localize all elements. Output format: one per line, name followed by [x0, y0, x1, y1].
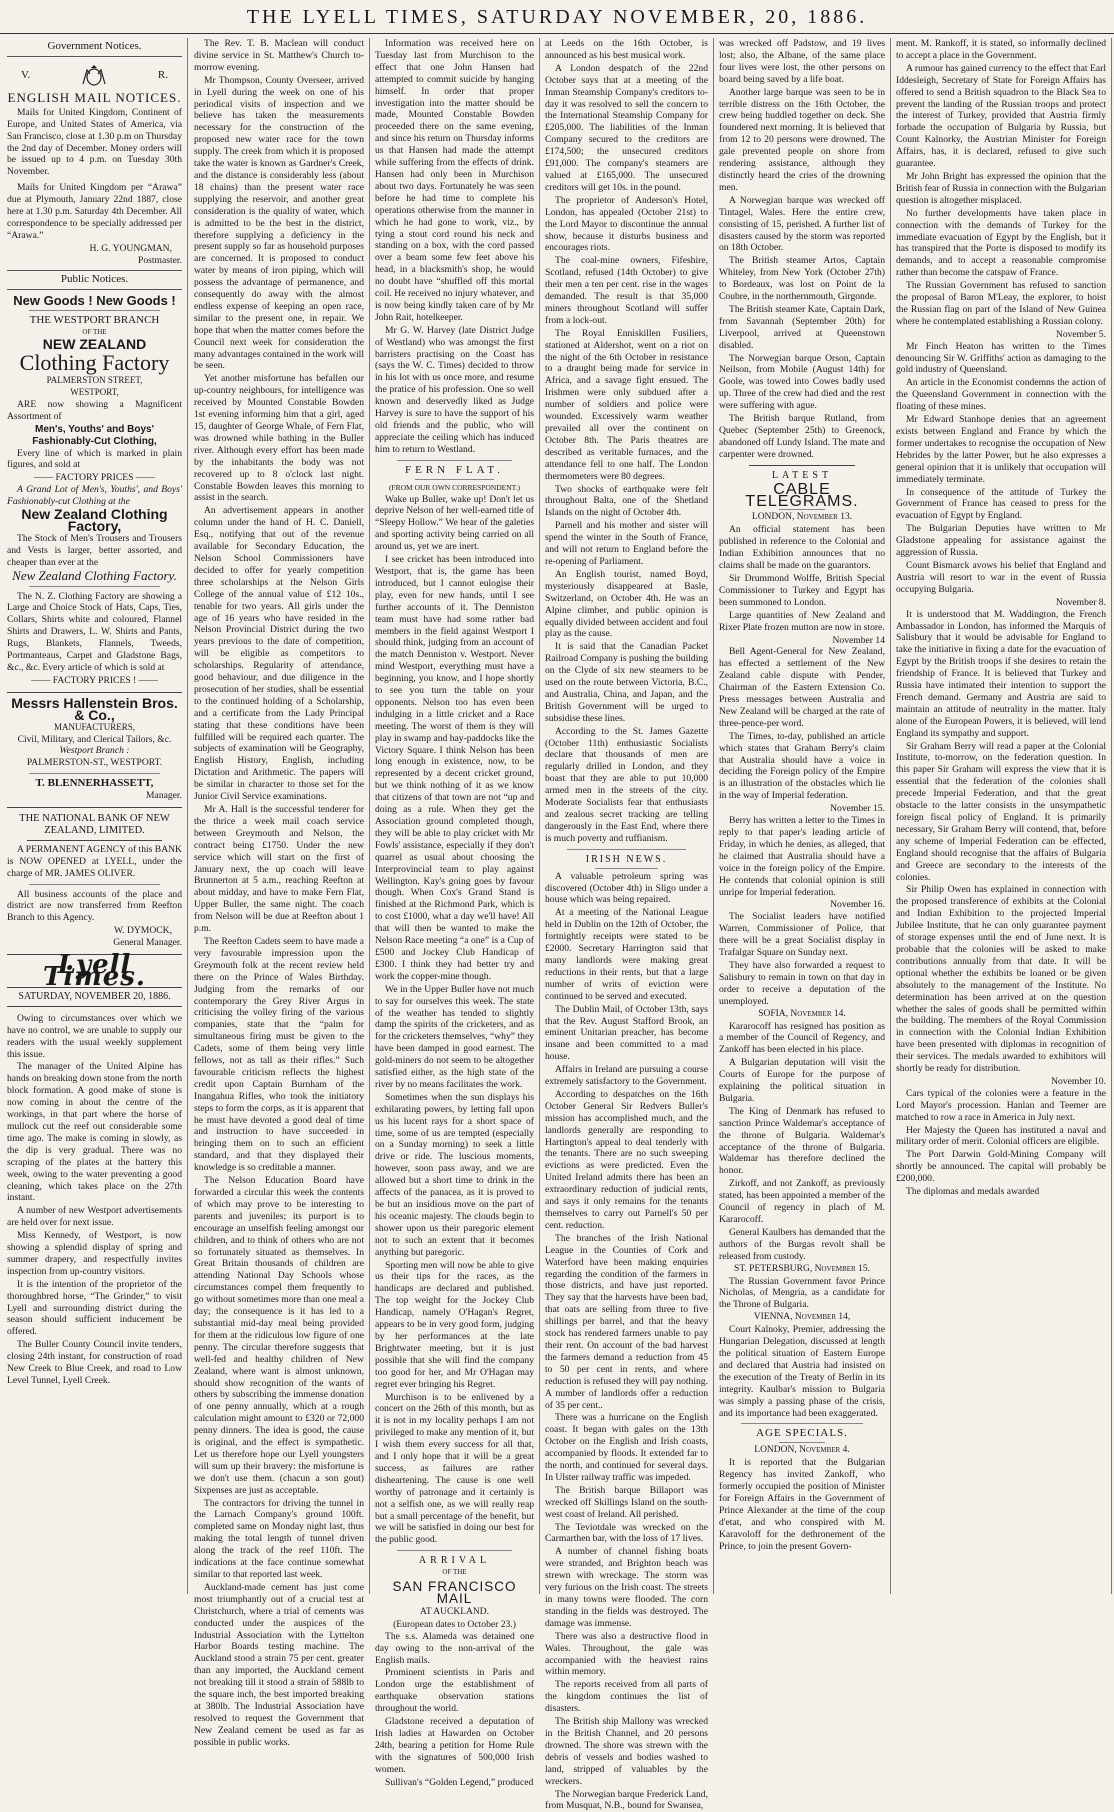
factory-prices-line: —— FACTORY PRICES ! ——	[7, 675, 182, 687]
dateline: November 15.	[719, 803, 885, 815]
news-paragraph: A Bulgarian deputation will visit the Courts of Europe for the purpose of explaining the political situation in Bulgaria.	[719, 1057, 885, 1105]
bank-paragraph: A PERMANENT AGENCY of this BANK is NOW OPENED at LYELL, under the charge of MR. JAMES OLIVER.	[7, 844, 182, 880]
news-paragraph: According to the St. James Gazette (October 11th) enthusiastic Socialists declare that thousands of men are regularly drilled in London, and they boast that they are able to put 10,000 armed men in the streets of the city. Moderate Socialists fear that enthusiasts and zealous secret tracking are telling dangerously in the East End, where there is much poverty and ruffianism.	[545, 726, 708, 845]
address-line: WESTPORT,	[7, 387, 182, 399]
news-paragraph: No further developments have taken place in connection with the demands of Turkey for the immediate evacuation of Egypt by the English, but it has transpired that the Porte is disposed to modify its demands, and to accept a reasonable compromise rather than become the catspaw of France.	[896, 208, 1106, 279]
news-paragraph: The coal-mine owners, Fifeshire, Scotland, refused (14th October) to give their men a ten per cent. rise in the wages demanded. The result is that 35,000 miners throughout Scotland will suffer from a lock-out.	[545, 255, 708, 326]
news-paragraph: The branches of the Irish National League in the Counties of Cork and Waterford have been making enquiries regarding the condition of the farmers in those districts, and have just reported. They say that the harvests have been bad, that oats are selling from three to five shillings per barrel, and that the heavy stock has rendered farmers unable to pay their rent. On account of the bad harvest the farmers demand a reduction from 45 to 50 per cent in rents, and where reduction is refused they will pay nothing. A number of landlords offer a reduction of 35 per cent..	[545, 1233, 708, 1412]
dateline: SOFIA, November 14.	[719, 1009, 885, 1021]
column-1	[2, 38, 188, 1594]
news-paragraph: In consequence of the attitude of Turkey the Government of France has ceased to press for the evacuation of Egypt by England.	[896, 487, 1106, 523]
news-paragraph: The Reefton Cadets seem to have made a very favourable impression upon the Greymouth folk at the recent review held there on the Prince of Wales Birthday. Judging from the remarks of our contemporary the Grey River Argus in criticising the volley firing of the various companies, state that the “palm for simultaneous firing must be given to the Cadets, some of them being very little fellows, not as tall as their rifles.” Such favourable criticism reflects the highest credit upon Captain Burnham of the Inangahua Rifles, who took the initiatory steps to form the corps, as it is apparent that he must have devoted a good deal of time and instruction to have succeeded in bringing them on to such an efficient standard, and that they displayed their knowledge is so creditable a manner.	[194, 936, 364, 1174]
bank-signature: W. DYMOCK,	[7, 925, 172, 937]
news-paragraph: The Dublin Mail, of October 13th, says that the Rev. August Stafford Brook, an eminent Unitarian preacher, has become insane and been committed to a mad house.	[545, 1004, 708, 1064]
news-paragraph: Sometimes when the sun displays his exhilarating powers, by letting fall upon us his lucent rays for a short space of time, some of us are tempted (especially on a Sunday morning) to seek a little drive or ride. The luscious moments, however, soon pass away, and we are allowed but a short time to drink in the affects of the panacea, as it is proved to be but an insidious move on the part of his oceanic majesty. The clouds begin to shower upon us their paregoric element not to such an extent that it becomes anything but paregoric.	[375, 1092, 534, 1259]
age-specials-heading: AGE SPECIALS.	[719, 1428, 885, 1440]
news-paragraph: Two shocks of earthquake were felt throughout Balta, one of the Shetland Islands on the night of October 4th.	[545, 484, 708, 520]
news-paragraph: The British barque Rutland, from Quebec (September 25th) to Greenock, abandoned off Lundy Island. The mate and carpenter were drowned.	[719, 413, 885, 461]
westport-branch-line: Westport Branch :	[7, 745, 182, 757]
news-paragraph: The British steamer Artos, Captain Whiteley, from New York (October 27th) to Bordeaux, was lost on Point de la Coubre, in the northernmouth, Girgonde.	[719, 255, 885, 303]
dateline: LONDON, November 4.	[719, 1445, 885, 1457]
news-paragraph: The Norwegian barque Orson, Captain Neilson, from Mobile (August 14th) for Goole, was towed into Cowes badly used up. Three of the crew had died and the rest were suffering with ague.	[719, 353, 885, 413]
news-paragraph: A Norwegian barque was wrecked off Tintagel, Wales. Here the entire crew, consisting of 15, perished. A further list of disasters caused by the storm was reported on 18th October.	[719, 195, 885, 255]
news-paragraph: Parnell and his mother and sister will spend the winter in the South of France, and will not return to England before the re-opening of Parliament.	[545, 520, 708, 568]
factory-prices-line: —— FACTORY PRICES ——	[7, 472, 182, 484]
ad-paragraph: The N. Z. Clothing Factory are showing a Large and Choice Stock of Hats, Caps, Ties, Collars, Shirts white and coloured, Flannel Shirts and Drawers, L. W. Shirts and Pants, Rugs, Blankets, Flannels, Tweeds, Portmanteaus, Carpet and Gladstone Bags, &c., &c. Every article of which is sold at	[7, 591, 182, 674]
ad-paragraph: ARE now showing a Magnificent Assortment of	[7, 399, 182, 423]
masthead-title: THE LYELL TIMES, SATURDAY NOVEMBER, 20, 1886.	[247, 6, 867, 28]
news-paragraph: Bell Agent-General for New Zealand, has effected a settlement of the New Zealand cable dispute with Pender, Chairman of the Eastern Extension Co. Press messages between Australia and New Zealand will be charged at the rate of three-pence-per word.	[719, 646, 885, 729]
news-paragraph: An English tourist, named Boyd, mysteriously disappeared at Basle, Switzerland, on October 4th. He was an Alpine climber, and public opinion is equally divided between accident and foul play as the cause.	[545, 569, 708, 640]
divider	[397, 460, 512, 461]
news-paragraph: Sporting men will now be able to give us their tips for the races, as the handicaps are declared and published. The top weight for the Jockey Club Handicap, namely O'Hagan's Regret, appears to be in very good form, judging by her performances at the late Brightwater meeting, but it is just possible that she will find the company too good for her, and Mr O'Hagan may regret ever bringing his Regret.	[375, 1260, 534, 1391]
news-paragraph: The Socialist leaders have notified Warren, Commissioner of Police, that there will be a great Socialist display in Trafalgar Square on Sunday next.	[719, 911, 885, 959]
news-paragraph: General Kaulbers has demanded that the authors of the Burgas revolt shall be released from custody.	[719, 1227, 885, 1263]
dateline: November 16.	[719, 899, 885, 911]
news-paragraph: The Teviotdale was wrecked on the Carmarthen bar, with the loss of 17 lives.	[545, 1522, 708, 1546]
column-6	[891, 38, 1112, 1594]
news-paragraph: Sullivan's “Golden Legend,” produced	[375, 1777, 534, 1789]
news-paragraph: The Port Darwin Gold-Mining Company will shortly be announced. The capital will probably be £200,000.	[896, 1149, 1106, 1185]
dateline: ST. PETERSBURG, November 15.	[719, 1264, 885, 1276]
news-paragraph: The Norwegian barque Frederick Land, from Musquat, N.B., bound for Swansea,	[545, 1789, 708, 1812]
news-paragraph: They have also forwarded a request to Salisbury to remain in town on that day in order to receive a deputation of the unemployed.	[719, 960, 885, 1008]
san-francisco-mail-heading: SAN FRANCISCO MAIL	[375, 1581, 534, 1605]
editorial-paragraph: A number of new Westport advertisements are held over for next issue.	[7, 1205, 182, 1229]
news-paragraph: The British ship Mallony was wrecked in the British Channel, and 20 persons drowned. The shore was strewn with the debris of vessels and bodies washed to land, stripped of valuables by the wreckers.	[545, 1716, 708, 1787]
divider	[29, 773, 160, 774]
ad-paragraph: The Stock of Men's Trousers and Trousers and Vests is larger, better assorted, and cheaper than ever at the	[7, 533, 182, 569]
arrival-heading: ARRIVAL	[375, 1555, 534, 1567]
new-goods-headline: New Goods ! New Goods !	[7, 295, 182, 307]
news-paragraph: A number of channel fishing boats were stranded, and Brighton beach was strewn with wreckage. The storm was very furious on the Irish coast. The streets in many towns were flooded. The corn standing in the fields was destroyed. The damage was immense.	[545, 1546, 708, 1629]
news-paragraph: Affairs in Ireland are pursuing a course extremely satisfactory to the Government.	[545, 1064, 708, 1088]
divider	[29, 586, 160, 587]
news-paragraph: Prominent scientists in Paris and London urge the establishment of earthquake observation stations throughout the world.	[375, 1667, 534, 1715]
news-paragraph: Court Kalnoky, Premier, addressing the Hungarian Delegation, discussed at length the political situation of Eastern Europe and declared that Austria had insisted on the execution of the Treaty of Berlin in its integrity. Kaulbar's mission to Bulgaria was simply a passing phase of the crisis, and its importance had been exaggerated.	[719, 1324, 885, 1419]
dateline: VIENNA, November 14,	[719, 1312, 885, 1324]
news-paragraph: The diplomas and medals awarded	[896, 1186, 1106, 1198]
editorial-paragraph: It is the intention of the proprietor of the thoroughbred horse, “The Grinder,” to visit Lyell and surrounding district during the season should sufficient inducement be offered.	[7, 1279, 182, 1339]
divider	[749, 465, 855, 466]
dateline: November 5.	[896, 329, 1106, 341]
editorial-paragraph: The Buller County Council invite tenders, closing 24th instant, for construction of road New Creek to Blue Creek, and road to Low Level Tunnel, Lyell Creek.	[7, 1339, 182, 1387]
news-paragraph: It is said that the Canadian Packet Railroad Company is pushing the building on the Clyde of six new steamers to be used on the route between Victoria, B.C., and Australia, China, and Japan, and the British Government will be urged to subsidise these lines.	[545, 641, 708, 724]
news-paragraph: The British barque Billaport was wrecked off Skillings Island on the south-west coast of Ireland. All perished.	[545, 1485, 708, 1521]
news-paragraph: Information was received here on Tuesday last from Murchison to the effect that one John Hansen had attempted to commit suicide by hanging himself. In order that proper investigation into the matter should be made, Mounted Constable Bowden proceeded there on the same evening, and since his return on Thursday informs us that Hansen had made the attempt while suffering from the effects of drink. Hansen had only been in Murchison about two days. Fortunately he was seen before he had time to complete his operations otherwise from the manner in which he had gone to work, viz., by tying a stout cord round his neck and standing on a box, with the cord passed over a beam some few feet above his head, in a blacksmith's shop, he would no doubt have “shuffled off this mortal coil. He received no injury whatever, and is now being kindly taken care of by Mr John Rait, hotelkeeper.	[375, 38, 534, 324]
news-paragraph: The Russian Government favor Prince Nicholas, of Mengria, as a candidate for the Throne of Bulgaria.	[719, 1276, 885, 1312]
cable-telegrams-heading: CABLE TELEGRAMS.	[719, 484, 885, 508]
column-5	[714, 38, 891, 1594]
news-paragraph: Auckland-made cement has just come most triumphantly out of a crucial test at Christchurch, where a trial of cements was conducted under the auspices of the Industrial Association with the Lyttelton Harbor Boards testing machine. The Auckland stood a strain 75 per cent. greater than any imported, the Auckland cement not breaking till it stood a strain of 588lb to the square inch, the best imported breaking at 380lb. The Industrial Association have resolved to request the Government that New Zealand cement be used as far as possible in public works.	[194, 1582, 364, 1749]
news-paragraph: We in the Upper Buller have not much to say for ourselves this week. The state of the weather has tended to slightly damp the spirits of the cricketers, and as for the cricketers themselves, “why” they have been damped in good earnest. The gold-miners do not seem to be altogether satisfied either, as the high state of the river by no means facilitates the work.	[375, 984, 534, 1091]
mail-notice-paragraph: Mails for United Kingdom per “Arawa” due at Plymouth, January 22nd 1887, close here at 1.30 p.m. Saturday 4th December. All correspondence to be specially addressed per “Arawa.”	[7, 182, 182, 242]
ad-paragraph: Every line of which is marked in plain figures, and sold at	[7, 448, 182, 472]
bank-title: THE NATIONAL BANK OF NEW ZEALAND, LIMITED.	[7, 813, 182, 837]
news-paragraph: The reports received from all parts of the kingdom continues the list of disasters.	[545, 1679, 708, 1715]
news-paragraph: It is understood that M. Waddington, the French Ambassador in London, has informed the Marquis of Salisbury that it would be advisable for England to take the initiative in fixing a date for the evacuation of Egypt by the British troops if she desires to retain the friendship of France. It is believed that Turkey and Russia have intimated their intention to support the French demand. Germany and Austria are said to maintain an attitude of neutrality in the matter. Italy alone of the European Powers, it is believed, will lend England its sympathy and support.	[896, 609, 1106, 740]
divider	[29, 884, 160, 885]
latest-heading: LATEST	[719, 470, 885, 482]
news-paragraph: Yet another misfortune has befallen our up-country neighbours, for intelligence was received by Mounted Constable Bowden 1st evening informing him that a girl, aged 15, daughter of George Whale, of Fern Flat, was drowned while bathing in the Buller river. Although every effort has been made by the inhabitants the body was not recovered up to 8 o'clock last night. Constable Bowden leaves this morning to assist in the search.	[194, 373, 364, 504]
divider	[567, 849, 686, 850]
news-paragraph: Berry has written a letter to the Times in reply to that paper's leading article of Friday, in which he denies, as alleged, that he claimed that Australia should have a voice in the foreign policy of the Empire. He contends that colonial opinion is still unripe for Imperial federation.	[719, 815, 885, 898]
at-auckland-line: AT AUCKLAND.	[375, 1607, 534, 1619]
news-paragraph: Mr G. W. Harvey (late District Judge of Westland) who was amongst the first barristers practising on the Coast has (says the W. C. Times) decided to throw in his lot with us once more, and resume the pratice of his profession. One so well known and deservedly liked as Judge Harvey is sure to have the support of his old friends and the public, who will appreciate the ceiling which has induced him to return to Westland.	[375, 325, 534, 456]
news-paragraph: was wrecked off Padstow, and 19 lives lost; also, the Albane, of the same place four lives were lost, the other persons on board being saved by a life boat.	[719, 38, 885, 86]
news-paragraph: Cars typical of the colonies were a feature in the Lord Mayor's procession. Hanlan and Teemer are matched to row a race in America in July next.	[896, 1088, 1106, 1124]
news-paragraph: Sir Graham Berry will read a paper at the Colonial Institute, to-morrow, on the federation question. In this paper Sir Graham will express the view that it is essential that the federation of the colonies shall precede Imperial Federation, and that the great obstacle to the latter consists in the unsympathetic foreign fiscal policy of England. It is primarily necessary, Sir Graham Berry will contend, that, before any scheme of Imperial Federation can be effected, England should recognise that the affairs of Bulgaria and Greece are secondary to the interests of the colonies.	[896, 741, 1106, 884]
news-paragraph: Count Bismarck avows his belief that England and Austria will resort to war in the event of Russia occupying Bulgaria.	[896, 560, 1106, 596]
news-paragraph: Her Majesty the Queen has instituted a naval and military order of merit. Colonial officers are eligible.	[896, 1125, 1106, 1149]
nz-italic-heading: New Zealand Clothing Factory.	[7, 570, 182, 582]
dateline: LONDON, November 13.	[719, 512, 885, 524]
branch-line-small: OF THE	[7, 327, 182, 339]
manager-title: Manager.	[7, 790, 182, 802]
divider	[779, 509, 825, 510]
mail-notice-paragraph: Mails for United Kingdom, Continent of Europe, and United States of America, via San Francisco, close at 1.30 p.m on Thursday the 2nd day of December. Money orders will be issued up to 4 p.m. on Tuesday 30th November.	[7, 107, 182, 178]
news-paragraph: At a meeting of the National League held in Dublin on the 12th of October, the fortnightly receipts were stated to be £2000. Secretary Harrington said that many landlords were making great reductions in their rents, but that a large number of writs of eviction were continued to be served and executed.	[545, 907, 708, 1002]
news-paragraph: A valuable petroleum spring was discovered (October 4th) in Sligo under a house which was being repaired.	[545, 871, 708, 907]
news-paragraph: Zirkoff, and not Zankoff, as previously stated, has been appointed a member of the Council of regency in plach of M. Kararocoff.	[719, 1178, 885, 1226]
news-paragraph: Large quantities of New Zealand and Rixer Plate frozen mutton are now in store.	[719, 610, 885, 634]
royal-crest-icon	[75, 64, 113, 88]
news-paragraph: The Nelson Education Board have forwarded a circular this week the contents of which may prove to be interesting to parents and juveniles; its purport is to encourage an unselfish feeling amongst our children, and to think of others who are not so fortunately situated as themselves. In Great Britain thousands of children are attending National Day Schools whose circumstances compel them frequently to go without sometimes more than one meal a day; the consequence is it has led to a substantial mid-day meal being provided for them at the ridiculous low figure of one penny. The circular therefore suggests that well-fed and healthy children of New Zealand, where want is almost unknown, should show recognition of the wants of others by subscribing the immense donation of one penny annually, which at a rough calculation might amount to £320 or 72,000 penny dinners. The idea is good, the cause is original, and the effect is sympathetic. Let us therefore hope our Lyell youngsters will sum up their bravery: the misfortune is we don't use them. (chacun a son gout) Sixpenses are just as acceptable.	[194, 1175, 364, 1496]
divider	[415, 479, 494, 480]
hallenstein-heading: Messrs Hallenstein Bros. & Co.,	[7, 698, 182, 722]
news-paragraph: I see cricket has been introduced into Westport, that is, the game has been introduced, but I cannot eulogise their play, even for new hands, until I see further accounts of it. The Denniston team must have had some rather bad members in the field against Westport I should think, judging from an account of the match Denniston v. Westport. Never mind Westport, everything must have a beginning, you know, and I hope shortly to see you turn the table on your opponents. Nelson too has even been indulging in a little cricket and a Race meeting. The worst of them is they will play in swamp and hay-paddocks like the Victory Square. I think Nelson has been long enough in existence, now, to be represented by a decent cricket ground, but we think nothing of it as we know that citizens of that town are not “up and doing as a rule. When they get the Association ground completed though, they will be able to play cricket with Mr Fowls' assistance, especially if they don't quarrel as usual about choosing the Interprovincial team to play against Wellington. Kay's going goes by favour though. When Cox's Grand Stand is finished at the Richmond Park, which is to cost £1000, what a day we'll have! All that will then be wanted to make the Nelson Race meeting “a one” is a Cup of £500 and Jockey Club Handicap of £300. I think they had better try and work the copper-mine though.	[375, 554, 534, 983]
ad-italic: A Grand Lot of Men's, Youths', and Boys' Fashionably-cut Clothing at the	[7, 484, 182, 508]
section-government-notices: Government Notices.	[7, 38, 182, 57]
news-paragraph: Wake up Buller, wake up! Don't let us deprive Nelson of her well-earned title of “Sleepy Hollow.” We hear of the galeties and sporting activity being carried on all around us, yet we are inert.	[375, 494, 534, 554]
news-paragraph: The Russian Government has refused to sanction the proposal of Baron M'Leay, the explorer, to hoist the Russian flag on part of the Island of New Guinea where he contemplated establishing a Russian colony.	[896, 280, 1106, 328]
news-paragraph: An advertisement appears in another column under the hand of H. C. Daniell, Esq., notifying that out of the revenue available for Secondary Education, the Nelson School Commissioners have decided to offer for yearly competition three scholarships at the Nelson Girls College of the annual value of £12 10s., tenable for two years. All girls under the age of 16 years who have resided in the Nelson Provincial District during the two years previous to the date of competition, will be eligible as competitors to scholarships. Regularity of attendance, good behaviour, and due diligence in the prosecution of her studies, shall be essential to the continued holding of a Scholarship, and a certificate from the Lady Principal stating that these conditions have been fulfilled will be required each quarter. The subjects of examination will be Geography, English History, English, including Dictation and Arithmetic. The papers will be similar in character to those set for the Junior Civil Service examinations.	[194, 505, 364, 803]
news-paragraph: The British steamer Kate, Captain Dark, from Savannah (September 20th) for Liverpool, arrived at Queenstown disabled.	[719, 304, 885, 352]
divider	[397, 1550, 512, 1551]
news-paragraph: Sir Philip Owen has explained in connection with the proposed transference of exhibits at the Colonial and Indian Exhibition to the projected Imperial Jubilee Institute, that he can only guarantee payment of storage expenses until the end of June next. It is probable that the colonies will be asked to make contributions annually from that date. It will be optional whether the exhibits be loaned or be given absolutely to the management of the Institute. No determination has been arrived at on the question whether the sales of goods shall be permitted within the building. The members of the Royal Commission in connection with the Colonial Indian Exhibition have been presented with diplomas in recognition of their services. The medals awarded to exhibitors will shortly be ready for distribution.	[896, 884, 1106, 1075]
clothing-factory-heading: Clothing Factory	[7, 351, 182, 375]
section-public-notices: Public Notices.	[7, 270, 182, 290]
signature-title: Postmaster.	[7, 255, 182, 267]
news-paragraph: The s.s. Alameda was detained one day owing to the non-arrival of the English mails.	[375, 1631, 534, 1667]
divider	[741, 1423, 863, 1424]
signature-name: H. G. YOUNGMAN,	[7, 243, 172, 255]
news-paragraph: An official statement has been published in reference to the Colonial and Indian Exhibition announces that no claims shall be made on the guarantors.	[719, 524, 885, 572]
news-paragraph: ment. M. Rankoff, it is stated, so informally declined to accept a place in the Government.	[896, 38, 1106, 62]
news-paragraph: The contractors for driving the tunnel in the Larnach Company's ground 100ft. completed same on Monday night last, thus making the total length of tunnel driven along the track of the reef 110ft. The indications at the face continue somewhat similar to that reported last week.	[194, 1498, 364, 1581]
news-paragraph: The Royal Enniskillen Fusiliers, stationed at Aldershot, went on a riot on the night of the 6th October in resistance to a draught being made for service in Africa, and a savage fight ensued. The Irishmen were only subdued after a number of soldiers and police were wounded. Excessively warm weather prevailed all over the continent on October 8th. The Paris theatres are described as veritable furnaces, and the attendance fell to one half. The London thermometers were 80 degrees.	[545, 328, 708, 483]
news-paragraph: The Bulgarian Deputies have written to Mr Gladstone appealing for assistance against the aggression of Russia.	[896, 523, 1106, 559]
news-paragraph: It is reported that the Bulgarian Regency has invited Zankoff, who formerly occupied the position of Minister for Foreign Affairs in the Government of Prince Alexander at the time of the coup d'etat, and who conspired with M. Karavoloff for the dethronement of the Prince, to join the present Govern-	[719, 1457, 885, 1552]
european-dates-line: (European dates to October 23.)	[375, 1619, 534, 1631]
correspondent-line: (FROM OUR OWN CORRESPONDENT.)	[375, 482, 534, 494]
dateline: November 8.	[896, 597, 1106, 609]
crest-right-letter: R.	[158, 70, 168, 82]
mail-notices-title: ENGLISH MAIL NOTICES.	[7, 92, 182, 104]
divider	[27, 840, 162, 841]
divider	[7, 807, 182, 808]
divider	[595, 868, 658, 869]
column-4	[540, 38, 714, 1594]
news-paragraph: Kararocoff has resigned has position as a member of the Council of Regency, and Zankoff has been elected in his place.	[719, 1021, 885, 1057]
fern-flat-heading: FERN FLAT.	[375, 465, 534, 477]
dateline: November 10.	[896, 1076, 1106, 1088]
news-paragraph: Mr Thompson, County Overseer, arrived in Lyell during the week on one of his periodical visits of inspection and we believe has taken the measurements necessary for the construction of the proposed new water race for the town supply. The creek from which it is proposed take the water is known as Gardner's Creek, and the distance is considerably less (about 18 chains) than the present water race supplying the reservoir, and another great consideration is the quality of water, which is admitted to be the best in the district, therefore supplying a deficiency in the present supply so far as household purposes are concerned. It is proposed to conduct water by means of iron piping, which will possess the advantage of permanence, and consequently do away with the almost endless expense of keeping an open race, similar to the present one, in repair. We hope that when the matter comes before the Council next week for consideration the many advantages contained in the work will be seen.	[194, 75, 364, 373]
divider	[7, 692, 182, 693]
news-paragraph: Mr A. Hall is the successful tenderer for the thrice a week mail coach service between Greymouth and Nelson, the contract being £1750. Under the new service which will start on the first of January next, the up coach will leave Brunnerton at 5 a.m., reaching Reefton at about midday, and have to make Fern Flat, Upper Buller, the same night. The coach from Nelson will be due at Reefton about 1 p.m.	[194, 804, 364, 935]
news-paragraph: Another large barque was seen to be in terrible distress on the 16th October, the crew being huddled together on deck. She foundered next morning. It is believed that from 12 to 20 persons were drowned. The gale prevented people on shore from rendering assistance, although they distinctly heard the cries of the drowning men.	[719, 87, 885, 194]
tailors-line: Civil, Military, and Clerical Tailors, &c.	[7, 734, 182, 746]
divider	[29, 310, 160, 311]
news-paragraph: A rumour has gained currency to the effect that Earl Iddesleigh, Secretary of State for Foreign Affairs has offered to send a British squadron to the Black Sea to prevent the landing of the Russian troops and protect the interest of Turkey, provided that Austria firmly forbade the occupation of Bulgaria by Russia, but Count Kalnorky, the Austrian Minister for Foreign Affairs, has, it is declared, refused to give such guarantee.	[896, 63, 1106, 170]
news-paragraph: There was a hurricane on the English coast. It began with gales on the 13th October on the English and Irish coasts, accompanied by floods. It extended far to the north, and continued for several days. In Ulster railway traffic was impeded.	[545, 1412, 708, 1483]
editorial-paragraph: Miss Kennedy, of Westport, is now showing a splendid display of spring and summer drapery, and respectfully invites inspection from up-country visitors.	[7, 1230, 182, 1278]
news-paragraph: According to despatches on the 16th October General Sir Redvers Buller's mission has accomplished much, and the landlords generally are responding to Hartington's appeal to deal tenderly with the tenants. There are no such sweeping evictions as were predicted. Even the United Ireland admits there has been an extraordinary reduction of judicial rents, and says it only remains for the tenants themselves to carry out Parnell's 50 per cent. reduction.	[545, 1089, 708, 1232]
bank-paragraph: All business accounts of the place and district are now transferred from Reefton Branch to this Agency.	[7, 889, 182, 925]
news-paragraph: Sir Drummond Wolffe, British Special Commissioner to Turkey and Egypt has been summoned to London.	[719, 573, 885, 609]
masthead	[0, 0, 1114, 34]
dateline: November 14	[719, 635, 885, 647]
news-paragraph: A London despatch of the 22nd October says that at a meeting of the Inman Steamship Company's creditors to-day it was resolved to sell the concern to the International Steamship Company for £205,000. The liabilities of the Inman Company secured to the creditors are £174,500; the unsecured creditors £91,000. The company's steamers are valued at £165,000. The unsecured creditors will get 10s. in the pound.	[545, 63, 708, 194]
new-zealand-heading: NEW ZEALAND	[7, 339, 182, 351]
address-line: PALMERSTON STREET,	[7, 375, 182, 387]
editorial-paragraph: Owing to circumstances over which we have no control, we are unable to supply our readers with the usual weekly supplement this issue.	[7, 1013, 182, 1061]
news-paragraph: There was also a destructive flood in Wales. Throughout, the gale was accompanied with the heaviest rains within memory.	[545, 1631, 708, 1679]
irish-news-heading: IRISH NEWS.	[545, 854, 708, 866]
issue-date: SATURDAY, NOVEMBER 20, 1886.	[7, 987, 182, 1007]
newspaper-nameplate: Lyell Times.	[7, 960, 182, 984]
news-paragraph: Mr John Bright has expressed the opinion that the British fear of Russia in connection with the Bulgarian question is altogether misplaced.	[896, 171, 1106, 207]
palmerston-line: PALMERSTON-ST., WESTPORT.	[7, 757, 182, 769]
branch-line: THE WESTPORT BRANCH	[7, 315, 182, 327]
divider	[779, 1442, 825, 1443]
column-3	[370, 38, 540, 1594]
arrival-of-the: OF THE	[375, 1567, 534, 1579]
manager-name: T. BLENNERHASSETT,	[7, 778, 182, 790]
royal-crest	[7, 62, 182, 90]
crest-left-letter: V.	[21, 70, 30, 82]
news-paragraph: Mr Finch Heaton has written to the Times denouncing Sir W. Griffiths' action as damaging to the gold industry of Queensland.	[896, 341, 1106, 377]
column-2	[189, 38, 370, 1594]
editorial-paragraph: The manager of the United Alpine has hands on breaking down stone from the north block formation. A good make of stone is now coming in about the centre of the workings, in that part where the horse of mullock cut the reef out considerable some time ago. The make is coming in slowly, as the dip is very gradual. There was no scraping of the plates at the battery this week, owing to the water preventing a good cleaning, which takes place on the 27th instant.	[7, 1061, 182, 1204]
news-paragraph: Murchison is to be enlivened by a concert on the 26th of this month, but as it is not in my locality perhaps I am not privileged to make any mention of it, but I wish them every success for all that, and I only hope that it will be a great success, as failures are rather disheartening. The cause is one well worthy of patronage and it certainly is not a selfish one, as we will really reap but a small percentage of the benefit, but we will be satisfied in doing our best for the public good.	[375, 1392, 534, 1547]
news-paragraph: The King of Denmark has refused to sanction Prince Waldemar's acceptance of the throne of Bulgaria. Waldemar's acceptance of the throne of Bulgaria. Waldemar has therefore declined the honor.	[719, 1106, 885, 1177]
nz-clothing-factory-heading: New Zealand Clothing Factory,	[7, 509, 182, 533]
news-paragraph: at Leeds on the 16th October, is announced as his best musical work.	[545, 38, 708, 62]
news-paragraph: Gladstone received a deputation of Irish ladies at Hawarden on October 24th, bearing a petition for Home Rule with the signatures of 500,000 Irish women.	[375, 1716, 534, 1776]
news-paragraph: The Times, to-day, published an article which states that Graham Berry's claim that Australia should have a voice in deciding the Foreign policy of the Empire is an illustration of the obstacles which lie in the way of Imperial federation.	[719, 731, 885, 802]
bank-signature-title: General Manager.	[7, 937, 182, 949]
news-paragraph: The Rev. T. B. Maclean will conduct divine service in St. Matthew's Church to-morrow evening.	[194, 38, 364, 74]
news-paragraph: Mr Edward Stanhope denies that an agreement exists between England and France by which the former undertakes to recognise the occupation of New Hebrides by the latter Power, but he also expresses a general opinion that it is unlikely that occupation will immediately terminate.	[896, 414, 1106, 485]
news-paragraph: The proprietor of Anderson's Hotel, London, has appealed (October 21st) to the Lord Mayor to discontinue the annual show, because it disturbs business and encourages riots.	[545, 195, 708, 255]
manufacturers-line: MANUFACTURERS,	[7, 722, 182, 734]
ad-bold-line: Men's, Youths' and Boys' Fashionably-Cut Clothing,	[7, 424, 182, 448]
news-paragraph: An article in the Economist condemns the action of the Queensland Government in connection with the floating of these mines.	[896, 377, 1106, 413]
